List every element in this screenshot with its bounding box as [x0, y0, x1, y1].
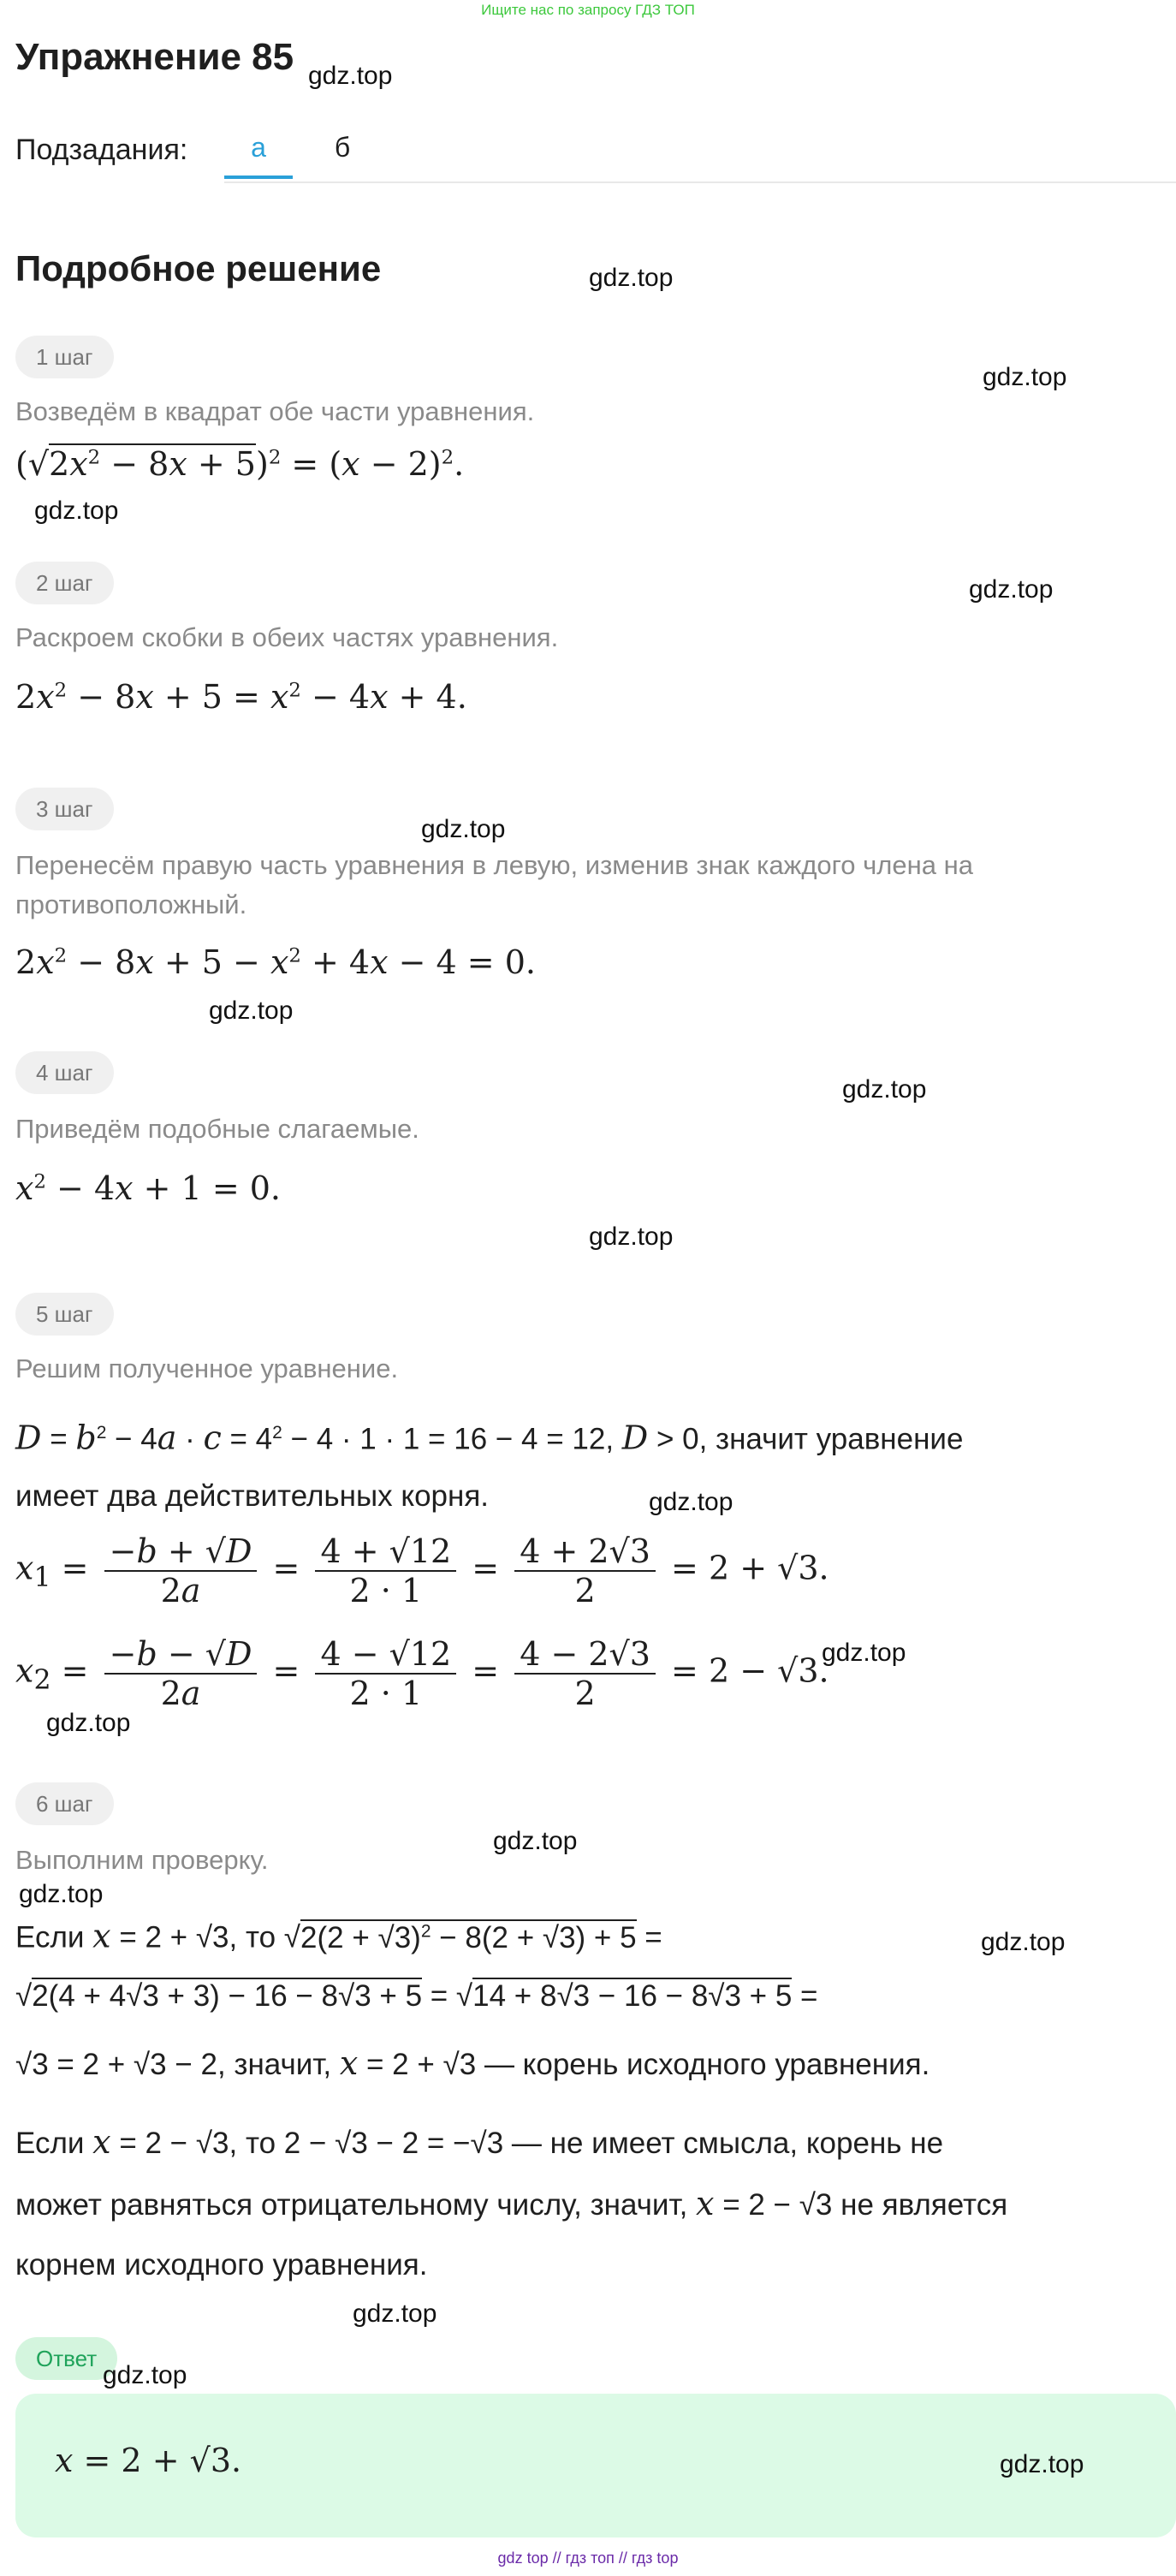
tab-b[interactable]: б [334, 132, 351, 163]
step-2-badge: 2 шаг [15, 562, 114, 604]
step-5-badge: 5 шаг [15, 1293, 114, 1336]
step-1-equation: $(√2x^2 - 8x + 5)^2 = (x - 2)^2$. [15, 445, 465, 483]
answer-badge: Ответ [15, 2337, 117, 2380]
watermark: gdz.top [209, 996, 294, 1025]
root-x2: $x_2$ = $\frac{-b - √D}{2a}$ = $\frac{4 - √12}{2 \cdot 1}$ = $\frac{4 - 2√3}{2}$ = 2 − √3. [15, 1635, 829, 1712]
watermark: gdz.top [822, 1639, 906, 1667]
step-3-badge: 3 шаг [15, 788, 114, 830]
check-line-4: Если x = 2 − √3, то 2 − √3 − 2 = −√3 — не имеет смысла, корень не [15, 2123, 944, 2161]
tabs-divider [224, 181, 1176, 183]
step-6-desc: Выполним проверку. [15, 1845, 269, 1875]
watermark: gdz.top [983, 363, 1067, 391]
step-3-desc: Перенесём правую часть уравнения в левую, изменив знак каждого члена на противоположный. [15, 850, 973, 919]
step-5-desc: Решим полученное уравнение. [15, 1353, 399, 1383]
watermark: gdz.top [34, 497, 119, 525]
watermark: gdz.top [649, 1488, 734, 1516]
answer-equation: x = 2 + √3. [55, 2442, 242, 2479]
watermark: gdz.top [981, 1928, 1066, 1956]
check-line-2: √2(4 + 4√3 + 3) − 16 − 8√3 + 5 = √14 + 8√3 − 16 − 8√3 + 5 = [15, 1979, 818, 2013]
step-6-badge: 6 шаг [15, 1782, 114, 1825]
root-x1: $x_1$ = $\frac{-b + √D}{2a}$ = $\frac{4 + √12}{2 \cdot 1}$ = $\frac{4 + 2√3}{2}$ = 2 + √3. [15, 1532, 829, 1609]
watermark: gdz.top [589, 264, 674, 292]
step-5-discriminant: $D = b^2 - 4a \cdot c = 4^2 - 4 \cdot 1 \cdot 1 = 16 - 4 = 12$, D > 0, значит уравнение [15, 1419, 964, 1457]
step-4-desc: Приведём подобные слагаемые. [15, 1114, 419, 1144]
section-title: Подробное решение [15, 248, 382, 289]
watermark: gdz.top [103, 2361, 187, 2389]
watermark: gdz.top [421, 815, 506, 843]
watermark: gdz.top [19, 1880, 104, 1908]
step-5-text: имеет два действительных корня. [15, 1479, 490, 1513]
step-2-desc: Раскроем скобки в обеих частях уравнения. [15, 622, 559, 652]
step-4-badge: 4 шаг [15, 1051, 114, 1094]
watermark: gdz.top [308, 62, 393, 90]
watermark: gdz.top [842, 1075, 927, 1104]
watermark: gdz.top [969, 575, 1054, 604]
check-line-5: может равняться отрицательному числу, значит, x = 2 − √3 не является [15, 2185, 1008, 2222]
page-title: Упражнение 85 [15, 36, 294, 78]
top-banner[interactable]: Ищите нас по запросу ГДЗ ТОП [481, 2, 695, 18]
watermark: gdz.top [493, 1827, 578, 1855]
check-line-1: Если x = 2 + √3, то $√2(2 + √3)^2 - 8(2 + √3) + 5$ = [15, 1917, 662, 1955]
step-2-equation: $2x^2 - 8x + 5 = x^2 - 4x + 4$. [15, 678, 467, 716]
watermark: gdz.top [46, 1709, 131, 1737]
check-line-3: √3 = 2 + √3 − 2, значит, x = 2 + √3 — корень исходного уравнения. [15, 2044, 930, 2082]
tab-a[interactable]: а [224, 132, 293, 179]
subtasks-label: Подзадания: [15, 134, 188, 166]
footer-links[interactable]: gdz top // гдз топ // гдз top [497, 2549, 679, 2567]
watermark: gdz.top [589, 1223, 674, 1251]
step-1-badge: 1 шаг [15, 336, 114, 378]
watermark: gdz.top [353, 2299, 437, 2328]
step-3-equation: $2x^2 - 8x + 5 - x^2 + 4x - 4 = 0$. [15, 943, 536, 981]
watermark: gdz.top [1000, 2450, 1084, 2478]
step-4-equation: $x^2 - 4x + 1 = 0$. [15, 1169, 282, 1207]
step-1-desc: Возведём в квадрат обе части уравнения. [15, 396, 535, 426]
check-line-6: корнем исходного уравнения. [15, 2248, 428, 2282]
